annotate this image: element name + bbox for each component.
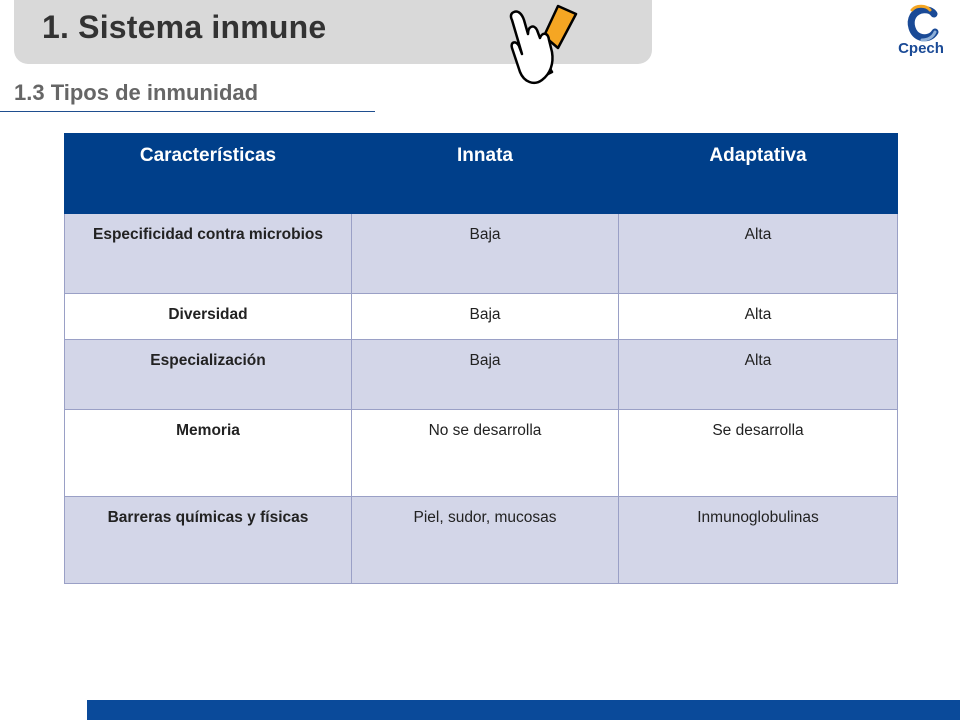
subtitle-divider: [0, 111, 375, 112]
row-label: Especialización: [65, 340, 352, 410]
adaptativa-cell: Alta: [619, 214, 898, 294]
adaptativa-cell: Se desarrolla: [619, 410, 898, 497]
cpech-logo: [888, 4, 954, 64]
adaptativa-cell: Alta: [619, 294, 898, 340]
hand-icon: [511, 11, 553, 82]
table-row: [65, 214, 898, 294]
table-row: [65, 410, 898, 497]
row-label: Diversidad: [65, 294, 352, 340]
table-row: [65, 497, 898, 584]
header-adaptativa: Adaptativa: [619, 134, 898, 214]
logo-text: Cpech: [898, 40, 944, 57]
table-row: [65, 340, 898, 410]
hand-exclamation-icon: [500, 2, 590, 88]
innata-cell: Piel, sudor, mucosas: [352, 497, 619, 584]
page-title: 1. Sistema inmune: [42, 9, 327, 45]
cpech-logo-mark: [888, 4, 954, 44]
header-caracteristicas: Características: [65, 134, 352, 214]
table-header-row: [65, 134, 898, 214]
innata-cell: Baja: [352, 294, 619, 340]
row-label: Memoria: [65, 410, 352, 497]
row-label: Barreras químicas y físicas: [65, 497, 352, 584]
header-innata: Innata: [352, 134, 619, 214]
footer-band: [87, 700, 960, 720]
table-row: [65, 294, 898, 340]
innata-cell: Baja: [352, 340, 619, 410]
adaptativa-cell: Inmunoglobulinas: [619, 497, 898, 584]
immunity-comparison-table: [64, 133, 898, 584]
section-subtitle: 1.3 Tipos de inmunidad: [14, 80, 259, 105]
adaptativa-cell: Alta: [619, 340, 898, 410]
row-label: Especificidad contra microbios: [65, 214, 352, 294]
innata-cell: No se desarrolla: [352, 410, 619, 497]
innata-cell: Baja: [352, 214, 619, 294]
